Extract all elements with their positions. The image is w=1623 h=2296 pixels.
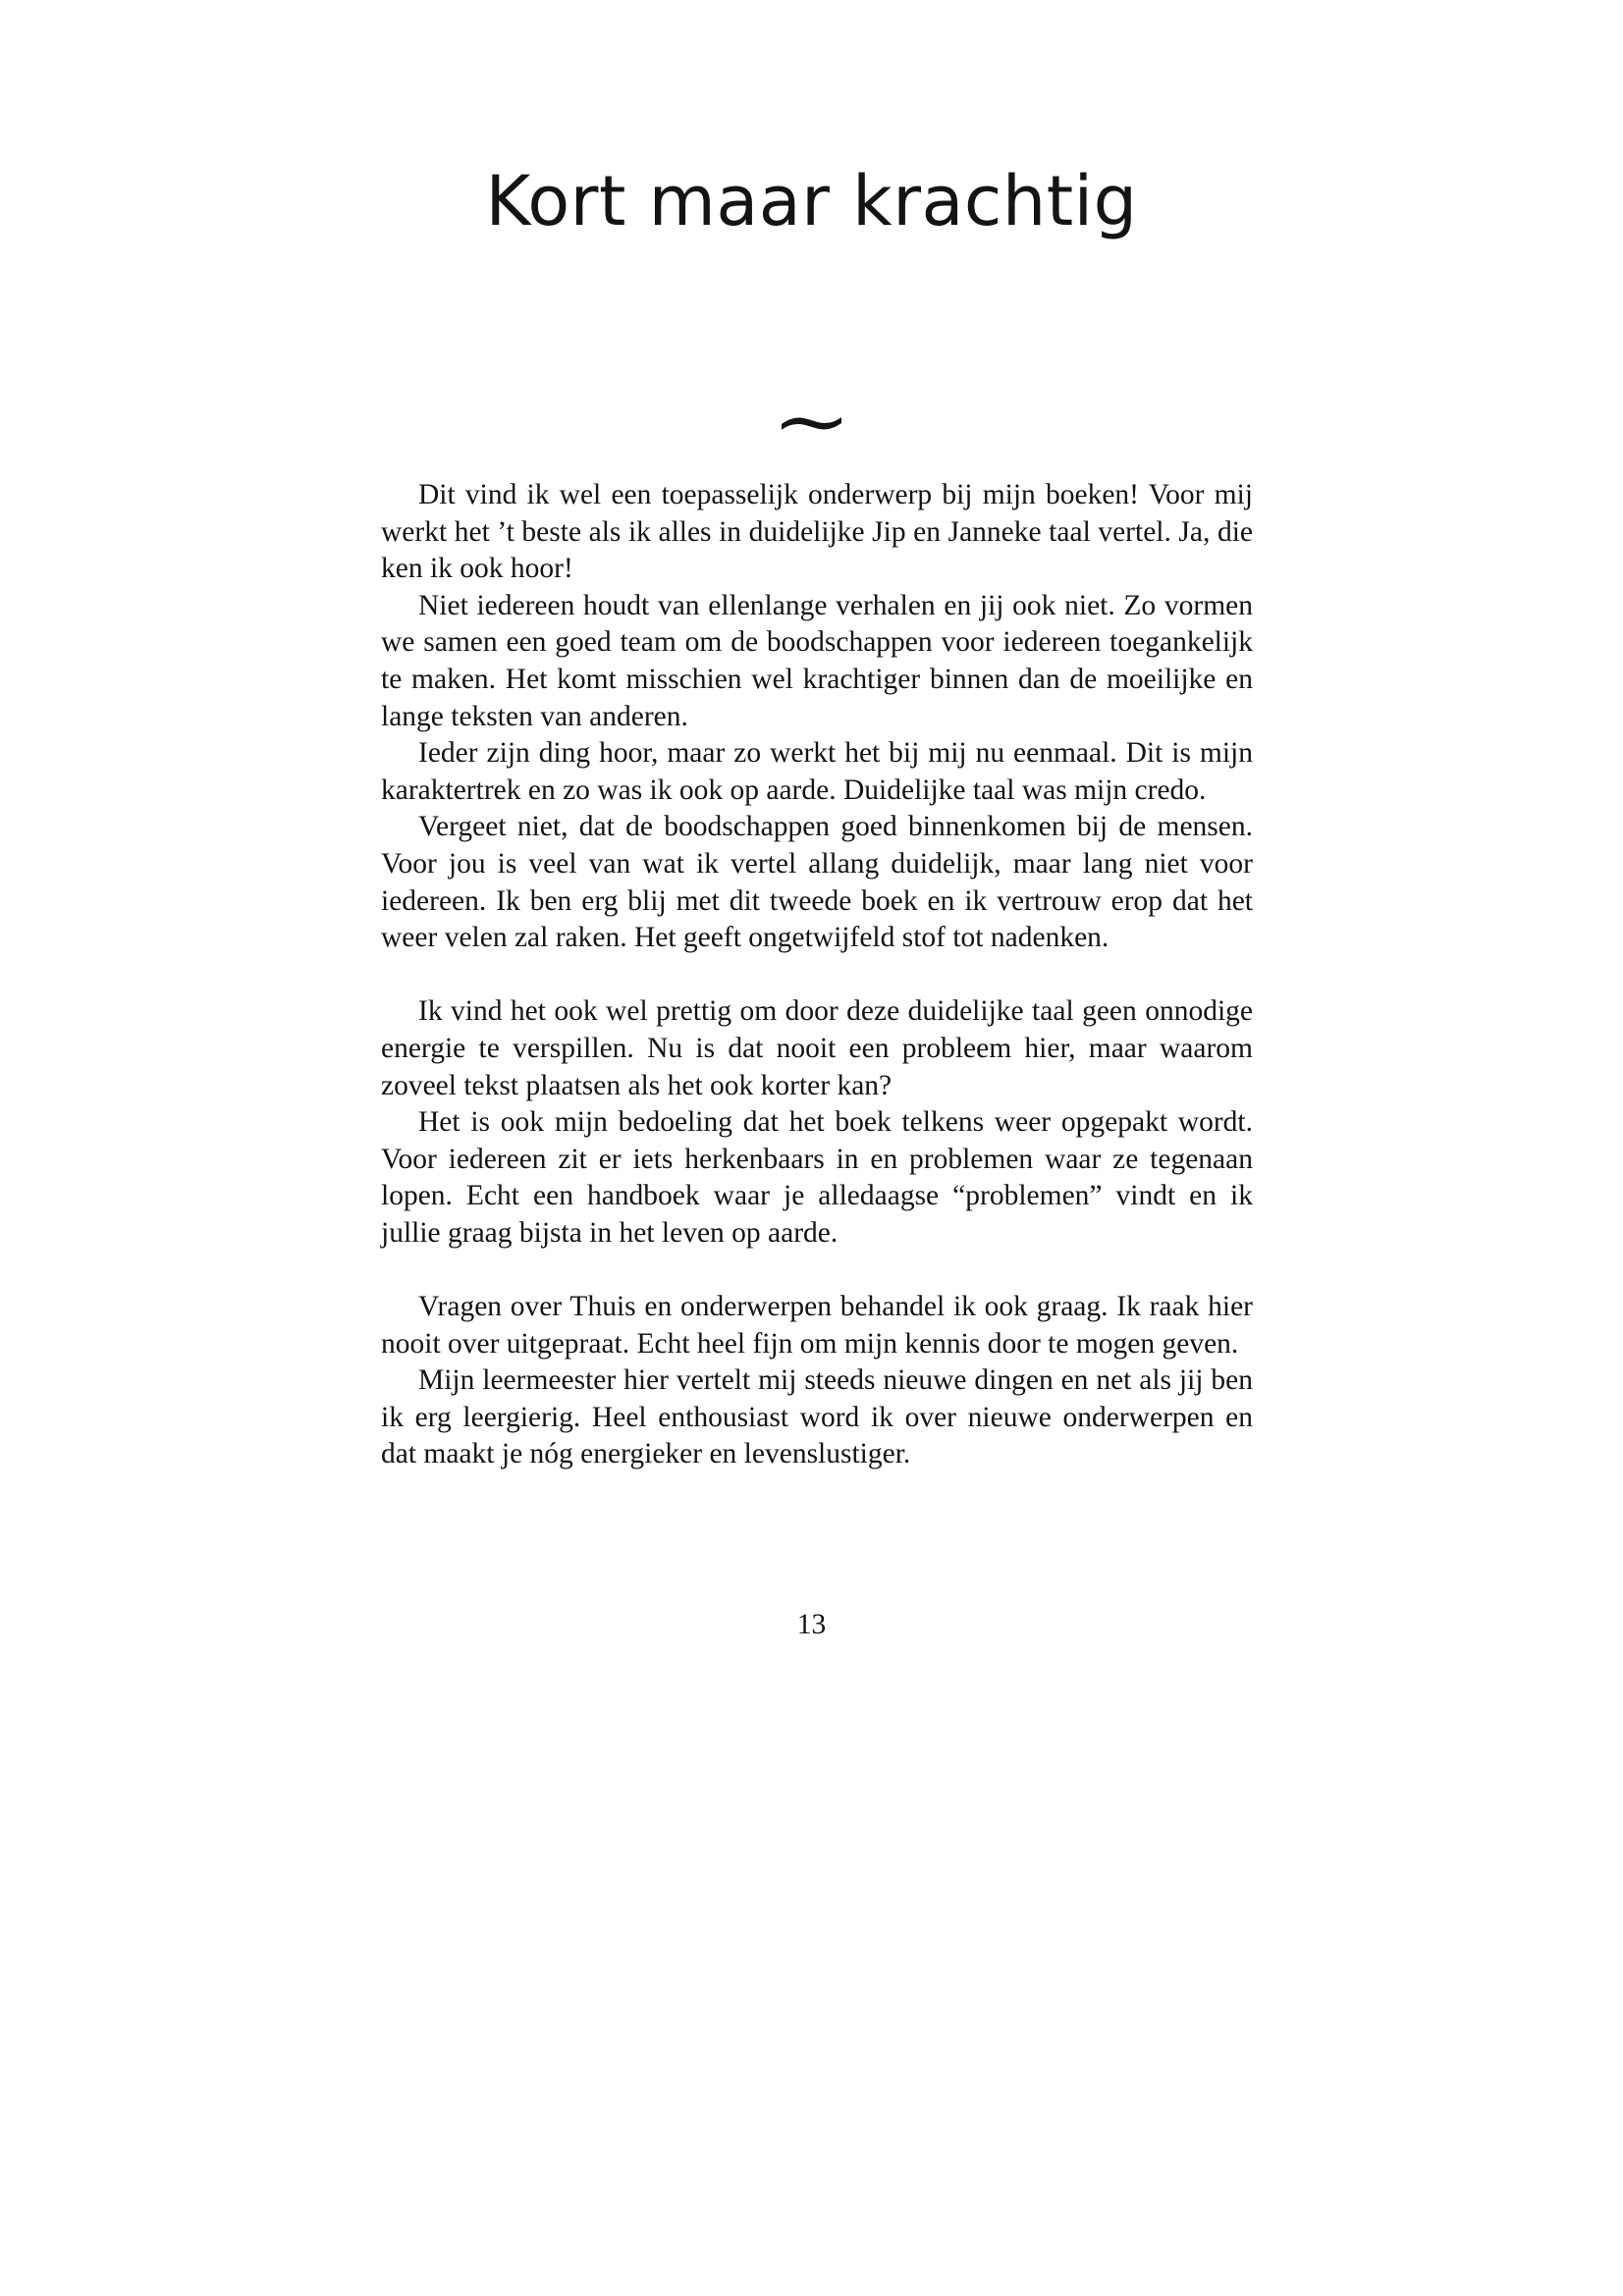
paragraph: Mijn leermeester hier vertelt mij steeds nieuwe dingen en net als jij ben ik erg leergierig. Heel enthousiast word ik over nieuwe onderwerpen en dat maakt je nóg energieker en levenslustiger. bbox=[381, 1364, 1253, 1470]
paragraph: Niet iedereen houdt van ellenlange verhalen en jij ook niet. Zo vormen we samen een goed team om de boodschappen voor iedereen toegankelijk te maken. Het komt misschien wel krachtiger binnen dan de moeilijke en lange teksten van anderen. bbox=[381, 589, 1253, 732]
paragraph: Ieder zijn ding hoor, maar zo werkt het bij mij nu eenmaal. Dit is mijn karaktertrek en zo was ik ook op aarde. Duidelijke taal was mijn credo. bbox=[381, 737, 1253, 806]
section-gap bbox=[381, 1252, 1253, 1289]
chapter-title: Kort maar krachtig bbox=[485, 161, 1138, 241]
paragraph: Het is ook mijn bedoeling dat het boek telkens weer opgepakt wordt. Voor iedereen zit er iets herkenbaars in en problemen waar ze tegenaan lopen. Echt een handboek waar je alledaagse “problemen” vindt en ik jullie graag bijsta in het leven op aarde. bbox=[381, 1106, 1253, 1249]
paragraph: Ik vind het ook wel prettig om door deze duidelijke taal geen onnodige energie te verspillen. Nu is dat nooit een probleem hier, maar waarom zoveel tekst plaatsen als het ook korter kan? bbox=[381, 995, 1253, 1101]
page-number: 13 bbox=[796, 1609, 827, 1640]
tilde-ornament: ~ bbox=[771, 378, 852, 466]
chapter-body bbox=[381, 477, 1253, 1473]
paragraph: Dit vind ik wel een toepasselijk onderwerp bij mijn boeken! Voor mij werkt het ’t beste als ik alles in duidelijke Jip en Janneke taal vertel. Ja, die ken ik ook hoor! bbox=[381, 479, 1253, 585]
paragraph: Vragen over Thuis en onderwerpen behandel ik ook graag. Ik raak hier nooit over uitgepraat. Echt heel fijn om mijn kennis door te mogen geven. bbox=[381, 1291, 1253, 1360]
paragraph: Vergeet niet, dat de boodschappen goed binnenkomen bij de mensen. Voor jou is veel van wat ik vertel allang duidelijk, maar lang niet voor iedereen. Ik ben erg blij met dit tweede boek en ik vertrouw erop dat het weer velen zal raken. Het geeft ongetwijfeld stof tot nadenken. bbox=[381, 811, 1253, 954]
section-gap bbox=[381, 957, 1253, 994]
